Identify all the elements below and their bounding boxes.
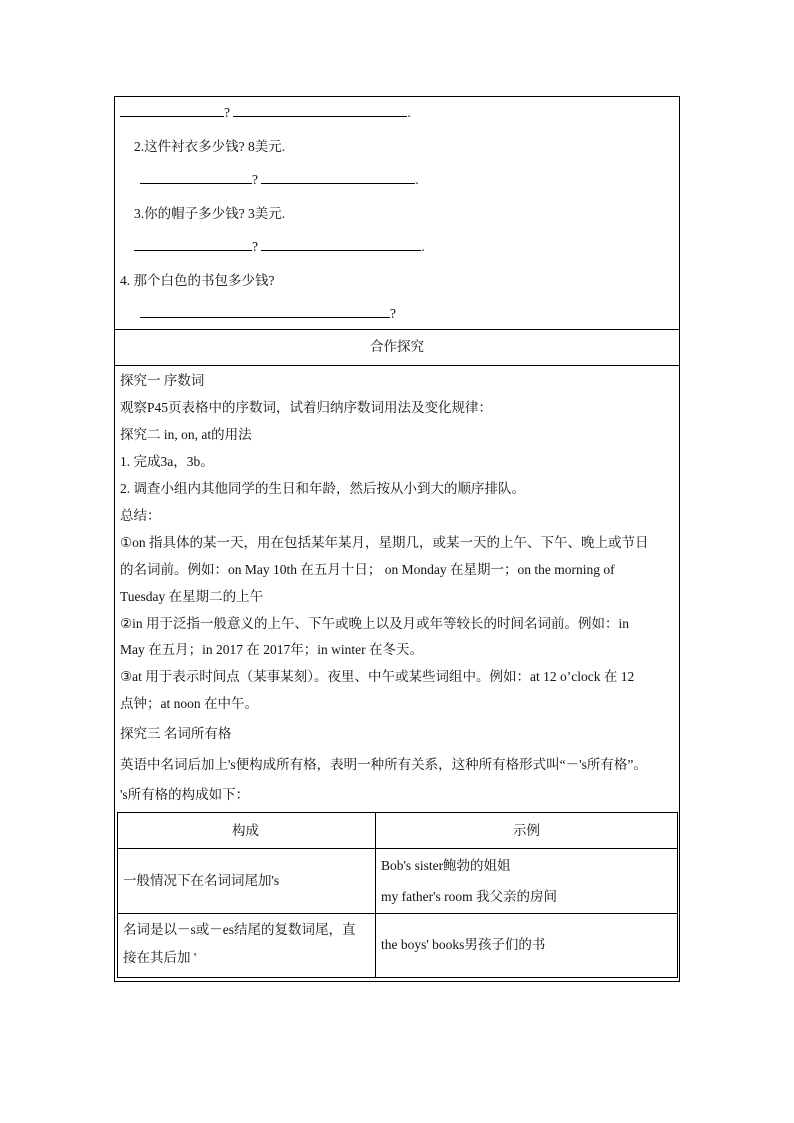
inquiry-three-title: 探究三 名词所有格 [120,726,232,741]
table-row-divider [118,913,677,914]
table-header-example: 示例 [513,823,540,838]
inquiry-three-text-1: 英语中名词后加上's便构成所有格，表明一种所有关系，这种所有格形式叫“－'s所有格”。 [120,757,647,772]
question-3: 3.你的帽子多少钱? 3美元. [134,206,286,221]
answer-blank[interactable] [134,238,252,251]
answer-blank[interactable] [261,171,415,184]
question-4-answer-line: ? [140,305,396,323]
on-usage-line-2: 的名词前。例如：on May 10th 在五月十日； on Monday 在星期一；on the morning of [120,562,615,577]
question-1-answer-line: ? . [120,104,411,122]
answer-blank[interactable] [261,238,421,251]
question-2: 2.这件衬衣多少钱? 8美元. [134,139,286,154]
table-row-2-structure-2: 接在其后加 ' [123,950,197,965]
section-title: 合作探究 [370,339,424,354]
table-row-1-structure: 一般情况下在名词词尾加's [123,873,280,888]
inquiry-one-title: 探究一 序数词 [120,373,205,388]
table-row-1-example-2: my father's room 我父亲的房间 [381,889,558,904]
in-usage-line-2: May 在五月；in 2017 在 2017年；in winter 在冬天。 [120,642,423,657]
question-4: 4. 那个白色的书包多少钱? [120,273,275,288]
inquiry-two-item-1: 1. 完成3a，3b。 [120,454,214,469]
question-3-answer-line: ? . [134,238,425,256]
answer-blank[interactable] [120,104,224,117]
at-usage-line-1: ③at 用于表示时间点（某事某刻）。夜里、中午或某些词组中。例如：at 12 o’clock 在 12 [120,669,635,684]
at-usage-line-2: 点钟；at noon 在中午。 [120,696,258,711]
in-usage-line-1: ②in 用于泛指一般意义的上午、下午或晚上以及月或年等较长的时间名词前。例如：in [120,616,629,631]
on-usage-line-1: ①on 指具体的某一天，用在包括某年某月，星期几，或某一天的上午、下午、晚上或节日 [120,535,649,550]
inquiry-two-title: 探究二 in, on, at的用法 [120,427,252,442]
answer-blank[interactable] [140,305,390,318]
table-row-2-structure-1: 名词是以－s或－es结尾的复数词尾，直 [123,922,356,937]
table-header-structure: 构成 [232,823,259,838]
inquiry-three-text-2: 's所有格的构成如下： [120,787,250,802]
on-usage-line-3: Tuesday 在星期二的上午 [120,589,264,604]
table-row-divider [118,848,677,849]
answer-blank[interactable] [233,104,407,117]
divider-line [114,329,680,330]
inquiry-one-text: 观察P45页表格中的序数词，试着归纳序数词用法及变化规律： [120,400,493,415]
question-2-answer-line: ? . [140,171,419,189]
table-row-2-example: the boys' books男孩子们的书 [381,937,546,952]
divider-line [114,365,680,366]
summary-label: 总结： [120,508,161,523]
inquiry-two-item-2: 2. 调查小组内其他同学的生日和年龄，然后按从小到大的顺序排队。 [120,481,525,496]
answer-blank[interactable] [140,171,252,184]
table-row-1-example-1: Bob's sister鲍勃的姐姐 [381,858,511,873]
